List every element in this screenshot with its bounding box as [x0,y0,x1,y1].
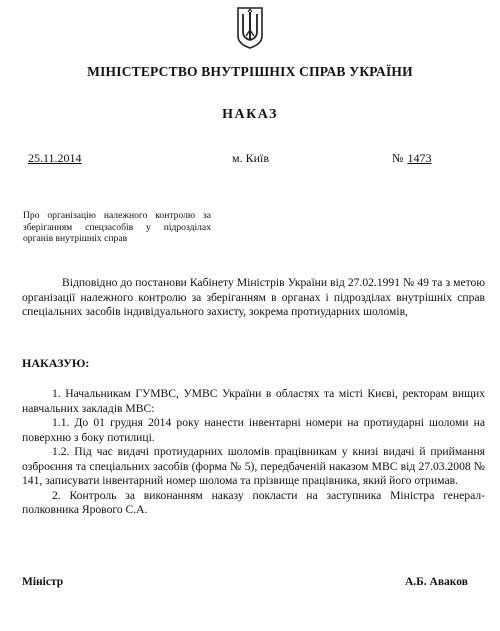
preamble-paragraph: Відповідно до постанови Кабінету Міністрів України від 27.02.1991 № 49 та з метою організації належного контролю за зберіганням в органах і підрозділах внутрішніх справ спеціальних засобів індивідуального захисту, зокрема протиударних шоломів, [22,276,485,318]
order-item-1: 1. Начальникам ГУМВС, УМВС України в областях та місті Києві, ректорам вищих навчальних закладів МВС: [22,387,485,415]
number-prefix: № [392,151,404,165]
order-item-1-1: 1.1. До 01 грудня 2014 року нанести інвентарні номери на протиударні шоломи на поверхню з боку потилиці. [22,416,485,444]
document-number [392,151,431,166]
order-items [22,387,485,518]
document-date: 25.11.2014 [28,151,82,165]
document-subject: Про організацію належного контролю за зберіганням спецзасобів у підрозділах органів внутрішніх справ [23,210,211,244]
ministry-name: МІНІСТЕРСТВО ВНУТРІШНІХ СПРАВ УКРАЇНИ [87,64,413,79]
order-item-2: 2. Контроль за виконанням наказу покласти на заступника Міністра генерал-полковника Ярового С.А. [22,488,485,516]
signatory-title: Міністр [22,576,64,588]
document-city: м. Київ [232,151,270,165]
order-item-1-2: 1.2. Під час видачі протиударних шоломів працівникам у книзі видачі й приймання озброєння та спеціальних засобів (форма № 5), передбаченій наказом МВС від 27.03.2008 № 141, записувати інвентарний номер шолома та прізвище працівника, який його отримав. [22,445,485,487]
number-value: 1473 [407,151,432,165]
trident-emblem-icon [235,6,265,50]
order-heading: НАКАЗУЮ: [22,356,90,370]
document-title: НАКАЗ [222,107,278,122]
signatory-name: А.Б. Аваков [405,576,468,588]
